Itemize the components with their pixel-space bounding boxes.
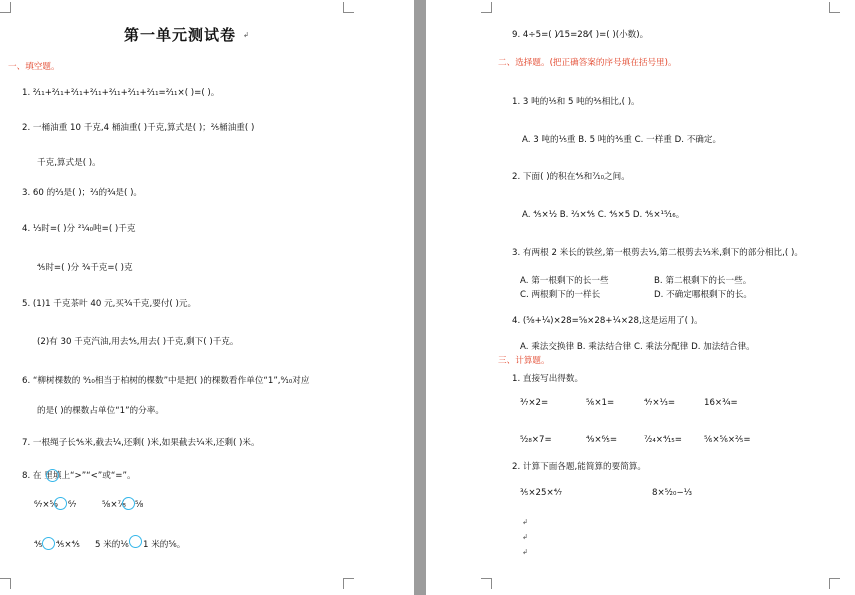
corner-mark (481, 2, 492, 13)
calc-item: 8×⁵⁄₂₀−⅓ (652, 488, 692, 498)
compare-expression: 5 米的⅙ (95, 540, 129, 550)
choice-4-options: A. 乘法交换律 B. 乘法结合律 C. 乘法分配律 D. 加法结合律。 (520, 342, 755, 352)
choice-1: 1. 3 吨的⅕和 5 吨的⅗相比,( )。 (512, 97, 640, 107)
question-4-line-2: ⁴⁄₅时=( )分 ³⁄₄千克=( )克 (37, 263, 133, 273)
paragraph-mark: ↲ (243, 31, 249, 39)
section-choice: 二、选择题。(把正确答案的序号填在括号里)。 (498, 58, 677, 68)
compare-expression: ⁵⁄₈×⁷⁄₈ (102, 500, 126, 510)
calc-1: 1. 直接写出得数。 (512, 374, 584, 384)
blank-circle[interactable] (129, 535, 142, 548)
corner-mark (481, 578, 492, 589)
page-left (0, 0, 414, 595)
choice-2: 2. 下面( )的积在⅘和⁷⁄₁₀之间。 (512, 172, 630, 182)
corner-mark (829, 578, 840, 589)
blank-circle[interactable] (42, 537, 55, 550)
question-2-line-2: 千克,算式是( )。 (37, 158, 101, 168)
calc-item: 16×³⁄₄= (704, 398, 738, 408)
question-8: 8. 在 里填上“>”“<”或“=”。 (22, 471, 136, 481)
calc-item: ⁴⁄₇×⅓= (644, 398, 676, 408)
question-1: 1. ²⁄₁₁+²⁄₁₁+²⁄₁₁+²⁄₁₁+²⁄₁₁+²⁄₁₁+²⁄₁₁=²⁄₁₁×( )=( )。 (22, 88, 220, 98)
compare-expression: ⁶⁄₇×⁵⁄₉ (34, 500, 58, 510)
calc-item: ⁵⁄₂₈×7= (520, 435, 552, 445)
question-6-line-2: 的是( )的棵数占单位“1”的分率。 (37, 406, 164, 416)
page-divider (414, 0, 426, 595)
choice-2-options: A. ⁴⁄₅×½ B. ⅔×⁴⁄₅ C. ⁴⁄₅×5 D. ⁴⁄₅×¹⁵⁄₁₆。 (522, 210, 685, 220)
paragraph-mark: ↲ (522, 533, 528, 541)
calc-item: ⁵⁄₆×1= (586, 398, 615, 408)
choice-3-option-d: D. 不确定哪根剩下的长。 (654, 290, 753, 300)
compare-expression: 1 米的⅚。 (143, 540, 186, 550)
corner-mark (0, 2, 11, 13)
paragraph-mark: ↲ (522, 518, 528, 526)
calc-item: ³⁄₇×2= (520, 398, 549, 408)
section-fill-blank: 一、填空题。 (8, 62, 60, 72)
question-4-line-1: 4. ⅓时=( )分 ²¹⁄₄₀吨=( )千克 (22, 224, 136, 234)
compare-expression: ⁶⁄₇ (68, 500, 77, 510)
calc-item: ⁴⁄₉×⁶⁄₅= (586, 435, 618, 445)
corner-mark (343, 2, 354, 13)
compare-expression: ⁴⁄₅×⁴⁄₅ (56, 540, 80, 550)
choice-3-option-a: A. 第一根剩下的长一些 (520, 276, 609, 286)
choice-3: 3. 有两根 2 米长的铁丝,第一根剪去⅓,第二根剪去⅓米,剩下的部分相比,( )。 (512, 248, 803, 258)
question-5-line-1: 5. (1)1 千克茶叶 40 元,买³⁄₄千克,要付( )元。 (22, 299, 197, 309)
corner-mark (829, 2, 840, 13)
calc-2: 2. 计算下面各题,能简算的要简算。 (512, 462, 646, 472)
corner-mark (343, 578, 354, 589)
question-9: 9. 4÷5=( )⁄15=28⁄( )=( )(小数)。 (512, 30, 649, 40)
corner-mark (0, 578, 11, 589)
page-right (426, 0, 855, 595)
choice-1-options: A. 3 吨的⅕重 B. 5 吨的⅗重 C. 一样重 D. 不确定。 (522, 135, 722, 145)
question-2-line-1: 2. 一桶油重 10 千克,4 桶油重( )千克,算式是( )；²⁄₅桶油重( ) (22, 123, 255, 133)
calc-item: ⁷⁄₂₄×⁴⁄₁₅= (644, 435, 682, 445)
blank-circle[interactable] (122, 497, 135, 510)
compare-expression: ⁵⁄₈ (135, 500, 144, 510)
blank-circle[interactable] (46, 469, 59, 482)
calc-item: ⅗×25×⁴⁄₇ (520, 488, 562, 498)
compare-expression: ⁴⁄₅ (34, 540, 43, 550)
question-7: 7. 一根绳子长⁴⁄₅米,截去¼,还剩( )米,如果截去¼米,还剩( )米。 (22, 438, 260, 448)
question-5-line-2: (2)有 30 千克汽油,用去⅘,用去( )千克,剩下( )千克。 (37, 337, 239, 347)
choice-3-option-c: C. 两根剩下的一样长 (520, 290, 601, 300)
question-6-line-1: 6. “柳树棵数的 ⁹⁄₁₀相当于柏树的棵数”中是把( )的棵数看作单位“1”,⁹⁄₁₀对应 (22, 376, 310, 386)
document-title: 第一单元测试卷 (123, 26, 236, 44)
choice-3-option-b: B. 第二根剩下的长一些。 (654, 276, 752, 286)
section-calc: 三、计算题。 (498, 356, 550, 366)
choice-4: 4. (⅝+¼)×28=⅝×28+¼×28,这是运用了( )。 (512, 316, 703, 326)
calc-item: ⅚×⅚×⅖= (704, 435, 751, 445)
question-3: 3. 60 的⅔是( )；⅔的³⁄₄是( )。 (22, 188, 143, 198)
paragraph-mark: ↲ (522, 548, 528, 556)
blank-circle[interactable] (54, 497, 67, 510)
